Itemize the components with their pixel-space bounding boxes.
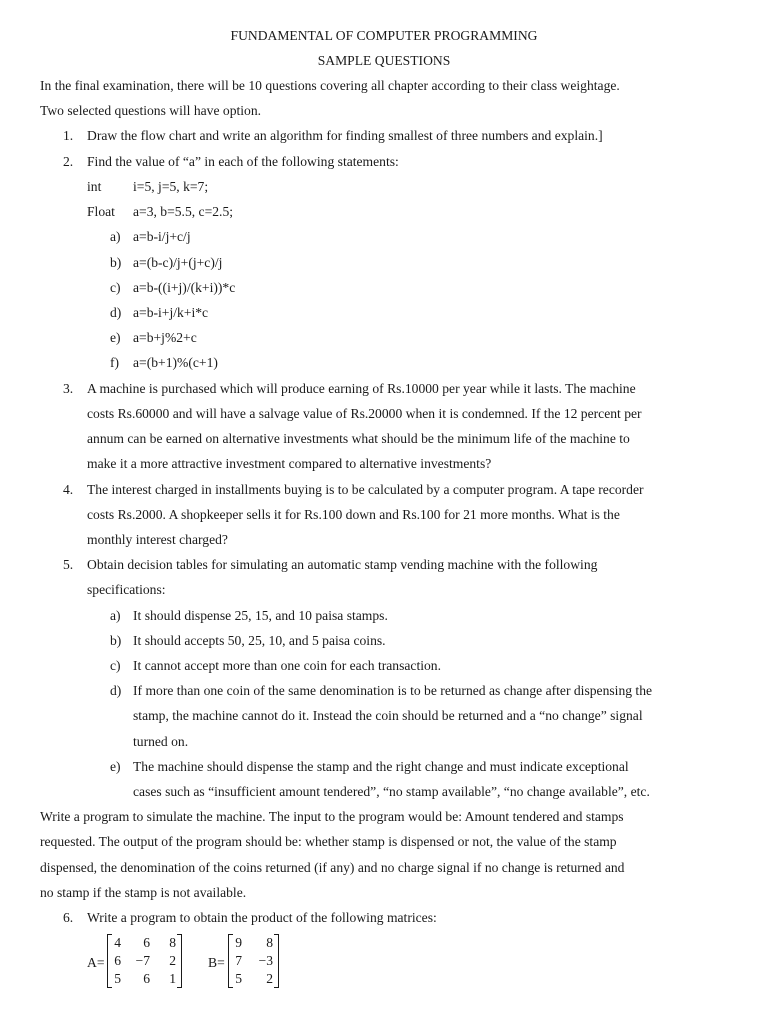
sub-item-label: c) — [110, 658, 121, 673]
matrix-cell: 5 — [114, 971, 121, 986]
paragraph-line: no stamp if the stamp is not available. — [40, 885, 247, 900]
matrix-cell: 8 — [266, 935, 273, 950]
sub-item-text: a=(b-c)/j+(j+c)/j — [133, 255, 223, 270]
matrix-a — [107, 934, 182, 988]
question-text: A machine is purchased which will produce earning of Rs.10000 per year while it lasts. The machine — [87, 381, 636, 396]
sub-item-text: a=b-((i+j)/(k+i))*c — [133, 280, 236, 295]
declaration-keyword: Float — [87, 204, 115, 219]
matrix-b — [228, 934, 279, 988]
question-text: Obtain decision tables for simulating an automatic stamp vending machine with the following — [87, 557, 598, 572]
matrix-cell: 5 — [235, 971, 242, 986]
question-text: Draw the flow chart and write an algorithm for finding smallest of three numbers and explain.] — [87, 128, 603, 143]
question-number: 4. — [63, 482, 74, 497]
paragraph-line: Write a program to simulate the machine. The input to the program would be: Amount tendered and stamps — [40, 809, 624, 824]
question-text: The interest charged in installments buying is to be calculated by a computer program. A tape recorder — [87, 482, 644, 497]
matrix-cell: 2 — [169, 953, 176, 968]
matrix-cell: 8 — [169, 935, 176, 950]
matrix-cell: 4 — [114, 935, 121, 950]
sub-item-text: a=b+j%2+c — [133, 330, 197, 345]
matrix-cell: 6 — [114, 953, 121, 968]
sub-item-label: e) — [110, 330, 121, 345]
sub-item-text: If more than one coin of the same denomination is to be returned as change after dispensing the — [133, 683, 653, 698]
matrix-cell: 9 — [235, 935, 242, 950]
declaration-keyword: int — [87, 179, 102, 194]
sub-item-text: It should dispense 25, 15, and 10 paisa stamps. — [133, 608, 388, 623]
question-number: 3. — [63, 381, 74, 396]
sub-item-text: It should accepts 50, 25, 10, and 5 paisa coins. — [133, 633, 386, 648]
matrix-cell: 7 — [235, 953, 242, 968]
sub-item-text: a=b-i/j+c/j — [133, 229, 191, 244]
question-number: 1. — [63, 128, 74, 143]
sub-item-text: turned on. — [133, 734, 189, 749]
question-text: specifications: — [87, 582, 166, 597]
sub-item-text: It cannot accept more than one coin for each transaction. — [133, 658, 441, 673]
matrix-cell: −7 — [135, 953, 150, 968]
question-text: monthly interest charged? — [87, 532, 228, 547]
sub-item-text: a=b-i+j/k+i*c — [133, 305, 209, 320]
sub-item-text: cases such as “insufficient amount tendered”, “no stamp available”, “no change available”, etc. — [133, 784, 650, 799]
sub-item-label: b) — [110, 255, 122, 270]
sub-item-label: d) — [110, 683, 122, 698]
matrix-cell: 2 — [266, 971, 273, 986]
sub-item-text: a=(b+1)%(c+1) — [133, 355, 218, 370]
sub-item-label: b) — [110, 633, 122, 648]
sub-item-text: stamp, the machine cannot do it. Instead the coin should be returned and a “no change” signal — [133, 708, 643, 723]
intro-line: In the final examination, there will be 10 questions covering all chapter according to their class weightage. — [40, 78, 620, 93]
paragraph-line: requested. The output of the program should be: whether stamp is dispensed or not, the value of the stamp — [40, 834, 617, 849]
question-text: make it a more attractive investment compared to alternative investments? — [87, 456, 492, 471]
sub-item-label: c) — [110, 280, 121, 295]
page-title: FUNDAMENTAL OF COMPUTER PROGRAMMING — [230, 28, 538, 43]
paragraph-line: dispensed, the denomination of the coins returned (if any) and no charge signal if no change is returned and — [40, 860, 625, 875]
declaration-values: a=3, b=5.5, c=2.5; — [133, 204, 234, 219]
sub-item-text: The machine should dispense the stamp and the right change and must indicate exceptional — [133, 759, 629, 774]
sub-item-label: a) — [110, 229, 121, 244]
declaration-values: i=5, j=5, k=7; — [133, 179, 209, 194]
question-number: 5. — [63, 557, 74, 572]
matrix-b-label: B= — [208, 955, 225, 970]
question-text: annum can be earned on alternative investments what should be the minimum life of the machine to — [87, 431, 630, 446]
sub-item-label: d) — [110, 305, 122, 320]
sub-item-label: f) — [110, 355, 120, 370]
question-text: costs Rs.60000 and will have a salvage value of Rs.20000 when it is condemned. If the 12 percent per — [87, 406, 642, 421]
matrix-cell: 6 — [143, 935, 150, 950]
question-text: Write a program to obtain the product of the following matrices: — [87, 910, 437, 925]
matrix-cell: −3 — [258, 953, 273, 968]
sub-item-label: e) — [110, 759, 121, 774]
matrix-cell: 1 — [169, 971, 176, 986]
question-number: 2. — [63, 154, 74, 169]
matrix-a-label: A= — [87, 955, 105, 970]
matrix-cell: 6 — [143, 971, 150, 986]
question-text: Find the value of “a” in each of the following statements: — [87, 154, 399, 169]
sub-item-label: a) — [110, 608, 121, 623]
page-subtitle: SAMPLE QUESTIONS — [317, 53, 451, 68]
question-number: 6. — [63, 910, 74, 925]
question-text: costs Rs.2000. A shopkeeper sells it for Rs.100 down and Rs.100 for 21 more months. What is the — [87, 507, 620, 522]
intro-line: Two selected questions will have option. — [40, 103, 262, 118]
